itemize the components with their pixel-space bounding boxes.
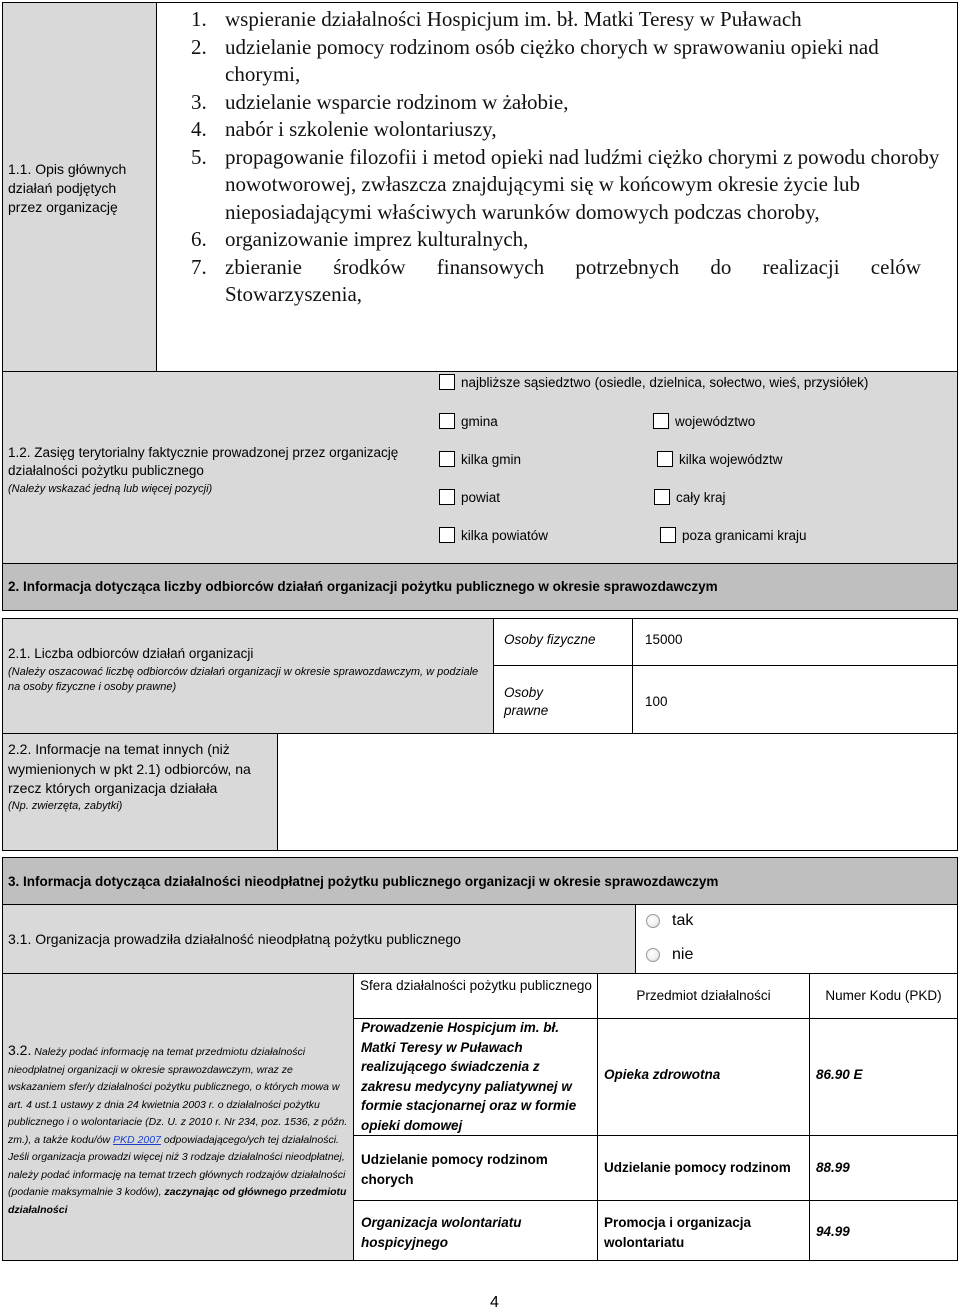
activity-item: 1. wspieranie działalności Hospicjum im. bł. Matki Teresy w Puławach	[191, 7, 802, 31]
section-3-2-num: 3.2.	[8, 1042, 32, 1058]
table-row-3-kod: 94.99	[816, 1224, 850, 1239]
checkbox-powiat-label: powiat	[461, 490, 501, 505]
checkbox-powiat[interactable]	[439, 489, 455, 505]
section-3-2-note-block	[8, 1042, 353, 1219]
activities-list	[191, 6, 951, 309]
table-row-2-sfera: Udzielanie pomocy rodzinom chorych	[361, 1152, 548, 1187]
osoby-prawne-value-cell	[632, 665, 958, 734]
activity-item: 2. udzielanie pomocy rodzinom osób ciężko chorych w sprawowaniu opieki nad chorymi,	[191, 34, 879, 86]
osoby-fizyczne-value[interactable]: 15000	[645, 632, 683, 647]
activity-item: 6. organizowanie imprez kulturalnych,	[191, 227, 529, 251]
radio-tak-label: tak	[672, 912, 694, 929]
checkbox-wojewodztwo[interactable]	[653, 413, 669, 429]
section-1-2-note: (Należy wskazać jedną lub więcej pozycji)	[8, 483, 213, 495]
checkbox-kilka-gmin[interactable]	[439, 451, 455, 467]
col-header-przedmiot: Przedmiot działalności	[636, 988, 771, 1003]
osoby-fizyczne-label: Osoby fizyczne	[504, 632, 596, 647]
checkbox-kilka-wojewodztw-label: kilka województw	[679, 452, 783, 467]
checkbox-gmina-label: gmina	[461, 414, 498, 429]
table-row-1-kod: 86.90 E	[816, 1067, 863, 1082]
checkbox-nearest[interactable]	[439, 374, 455, 390]
checkbox-kilka-powiatow-label: kilka powiatów	[461, 528, 549, 543]
col-header-sfera: Sfera działalności pożytku publicznego	[360, 978, 592, 993]
table-row-3-przedmiot: Promocja i organizacja wolontariatu	[604, 1215, 752, 1250]
section-2-2-note: (Np. zwierzęta, zabytki)	[8, 799, 123, 812]
table-row-2-kod: 88.99	[816, 1160, 850, 1175]
section-2-2-label-block	[8, 740, 270, 814]
checkbox-wojewodztwo-label: województwo	[675, 414, 756, 429]
section-1-2-label-block	[8, 444, 428, 497]
checkbox-caly-kraj-label: cały kraj	[676, 490, 726, 505]
checkbox-poza-granicami-label: poza granicami kraju	[682, 528, 807, 543]
table-row-1-sfera: Prowadzenie Hospicjum im. bł. Matki Teresy w Puławach realizującego świadczenia z zakresu medycyny paliatywnej w formie stacjonarnej oraz w formie opieki domowej	[361, 1020, 577, 1133]
checkbox-poza-granicami[interactable]	[660, 527, 676, 543]
section-2-header: 2. Informacja dotycząca liczby odbiorców działań organizacji pożytku publicznego w okresie sprawozdawczym	[8, 579, 718, 594]
section-3-2-note-a: Należy podać informację na temat przedmiotu działalności nieodpłatnej organizacji w okresie sprawozdawczym, wraz ze wskazaniem sfer/y działalności pożytku publicznego, o których mowa w art. 4 ust.1 ustawy z dnia 24 kwietnia 2003 r. o działalności pożytku publicznego i o wolontariacie (Dz. U. z 2010 r. Nr 234, poz. 1536, z późn. zm.), a także kodu/ów	[8, 1046, 348, 1146]
section-3-2-note-b: odpowiadającego/ych tej działalności. Jeśli organizacja prowadzi więcej niż 3 rodzaje działalności nieodpłatnej, należy podać informację na temat trzech głównych rodzajów działalności (podanie maksymalnie 3 kodów),	[8, 1133, 346, 1198]
radio-nie-label: nie	[672, 946, 694, 963]
section-3-2-note-c: zaczynając od głównego przedmiotu działalności	[8, 1186, 347, 1216]
checkbox-kilka-gmin-label: kilka gmin	[461, 452, 522, 467]
checkbox-caly-kraj[interactable]	[654, 489, 670, 505]
radio-nie[interactable]	[646, 948, 660, 962]
section-2-2-label: 2.2. Informacje na temat innych (niż wymienionych w pkt 2.1) odbiorców, na rzecz których organizacja działała	[8, 741, 251, 796]
section-2-1-label: 2.1. Liczba odbiorców działań organizacji	[8, 646, 254, 661]
col-header-kod: Numer Kodu (PKD)	[825, 988, 942, 1003]
activity-item: 4. nabór i szkolenie wolontariuszy,	[191, 117, 497, 141]
section-3-1-label: 3.1. Organizacja prowadziła działalność nieodpłatną pożytku publicznego	[8, 931, 461, 947]
section-2-1-note: (Należy oszacować liczbę odbiorców działań organizacji w okresie sprawozdawczym, w podziale na osoby fizyczne i osoby prawne)	[8, 666, 479, 693]
checkbox-kilka-powiatow[interactable]	[439, 527, 455, 543]
checkbox-nearest-label: najbliższe sąsiedztwo (osiedle, dzielnica, sołectwo, wieś, przysiółek)	[461, 375, 869, 390]
activity-item: 7. zbieranie środków finansowych potrzebnych do realizacji celów Stowarzyszenia,	[191, 254, 921, 306]
activity-item: 5. propagowanie filozofii i metod opieki nad ludźmi ciężko chorymi z powodu choroby nowotworowej, zwłaszcza znajdującymi się w końcowym okresie życie lub nieposiadającymi właściwych warunków domowych podczas choroby,	[191, 144, 940, 224]
section-1-2-num: 1.2.	[8, 445, 31, 460]
section-2-1-label-block	[8, 645, 484, 695]
osoby-prawne-label: Osoby prawne	[504, 685, 549, 718]
osoby-prawne-value[interactable]: 100	[645, 694, 668, 709]
section-2-2-value-cell[interactable]	[277, 733, 958, 851]
table-row-1-przedmiot: Opieka zdrowotna	[604, 1067, 721, 1082]
table-row-2-przedmiot: Udzielanie pomocy rodzinom	[604, 1160, 791, 1175]
activity-item: 3. udzielanie wsparcie rodzinom w żałobie,	[191, 89, 569, 114]
section-1-1-label: 1.1. Opis głównych działań podjętych przez organizację	[8, 161, 127, 215]
table-row-3-sfera: Organizacja wolontariatu hospicyjnego	[361, 1215, 522, 1250]
radio-tak[interactable]	[646, 914, 660, 928]
checkbox-gmina[interactable]	[439, 413, 455, 429]
section-1-2-label: Zasięg terytorialny faktycznie prowadzonej przez organizację działalności pożytku publicznego	[8, 445, 399, 478]
pkd-link[interactable]: PKD 2007	[113, 1133, 161, 1146]
checkbox-kilka-wojewodztw[interactable]	[657, 451, 673, 467]
page-number: 4	[490, 1294, 499, 1311]
section-3-header: 3. Informacja dotycząca działalności nieodpłatnej pożytku publicznego organizacji w okresie sprawozdawczym	[8, 874, 719, 889]
